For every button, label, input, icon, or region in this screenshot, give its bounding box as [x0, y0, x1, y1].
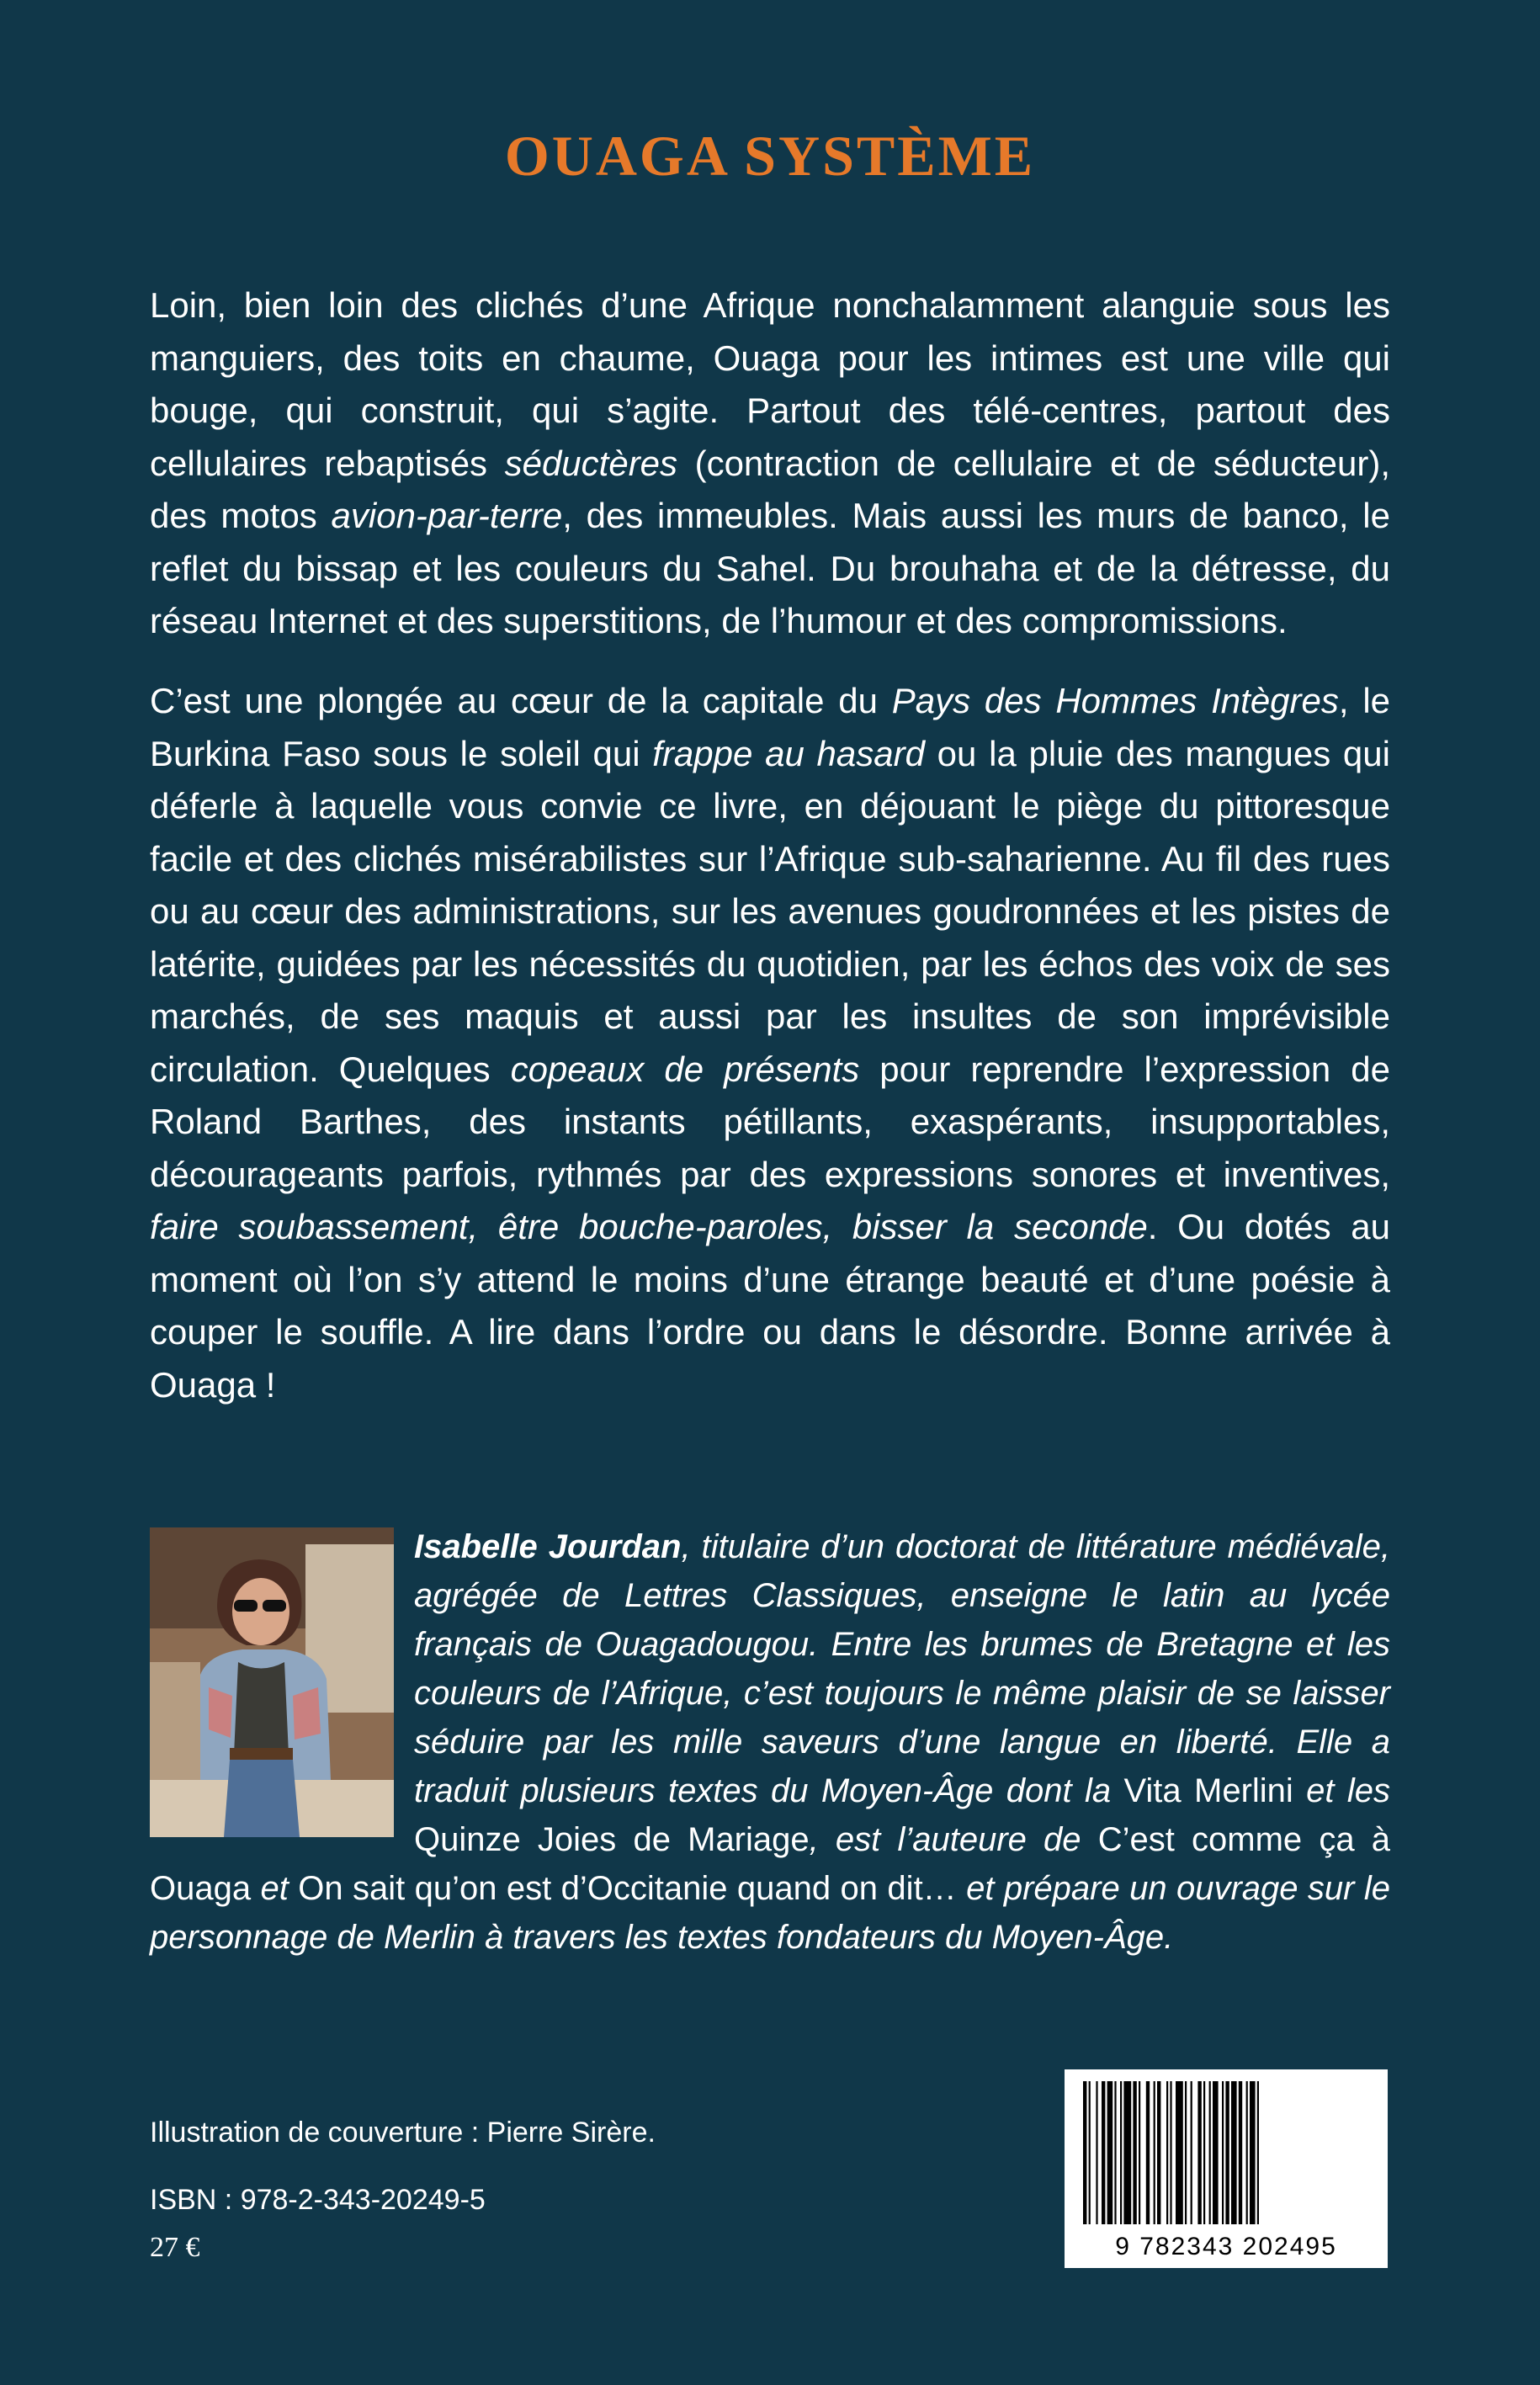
barcode-bar: [1246, 2081, 1248, 2224]
barcode-bar: [1203, 2081, 1205, 2224]
price: 27 €: [150, 2232, 200, 2263]
barcode-bar: [1166, 2081, 1168, 2224]
barcode-bar: [1185, 2081, 1187, 2224]
barcode-digits: 9 782343 202495: [1115, 2233, 1337, 2260]
book-title: OUAGA SYSTÈME: [504, 124, 1036, 188]
barcode-bar: [1197, 2081, 1201, 2224]
barcode-bar: [1120, 2081, 1122, 2224]
barcode-bar: [1114, 2081, 1116, 2224]
barcode-bar: [1154, 2081, 1155, 2224]
barcode-bar: [1239, 2081, 1242, 2224]
barcode-bar: [1213, 2081, 1219, 2224]
barcode-bar: [1225, 2081, 1229, 2224]
barcode-bar: [1170, 2081, 1171, 2224]
barcode-bar: [1083, 2081, 1086, 2224]
barcode-bar: [1146, 2081, 1150, 2224]
barcode-bars: [1065, 2069, 1388, 2229]
barcode-bar: [1139, 2081, 1140, 2224]
barcode-bar: [1231, 2081, 1237, 2224]
barcode-bar: [1133, 2081, 1136, 2224]
blurb-paragraph-1: Loin, bien loin des clichés d’une Afrique nonchalamment alanguie sous les manguiers, des toits en chaume, Ouaga pour les intimes est une ville qui bouge, qui construit, qui s’agite. Partout des télé-centres, partout des cellulaires rebaptisés séductères (contraction de cellulaire et de séducteur), des motos avion-par-terre, des immeubles. Mais aussi les murs de banco, le reflet du bissap et les couleurs du Sahel. Du brouhaha et de la détresse, du réseau Internet et des superstitions, de l’humour et des compromissions.: [150, 285, 1390, 640]
barcode-bar: [1123, 2081, 1131, 2224]
barcode-bar: [1209, 2081, 1211, 2224]
barcode-bar: [1102, 2081, 1105, 2224]
barcode-bar: [1191, 2081, 1192, 2224]
barcode-bar: [1096, 2081, 1097, 2224]
barcode-bar: [1250, 2081, 1256, 2224]
blurb-paragraph-2: C’est une plongée au cœur de la capitale du Pays des Hommes Intègres, le Burkina Faso sous le soleil qui frappe au hasard ou la pluie des mangues qui déferle à laquelle vous convie ce livre, en déjouant le piège du pittoresque facile et des clichés misérabilistes sur l’Afrique sub-saharienne. Au fil des rues ou au cœur des administrations, sur les avenues goudronnées et les pistes de latérite, guidées par les nécessités du quotidien, par les échos des voix de ses marchés, de ses maquis et aussi par les insultes de son imprévisible circulation. Quelques copeaux de présents pour reprendre l’expression de Roland Barthes, des instants pétillants, exaspérants, insupportables, décourageants parfois, rythmés par des expressions sonores et inventives, faire soubassement, être bouche-paroles, bisser la seconde. Ou dotés au moment où l’on s’y attend le moins d’une étrange beauté et d’une poésie à couper le souffle. A lire dans l’ordre ou dans le désordre. Bonne arrivée à Ouaga !: [150, 681, 1391, 1405]
isbn: ISBN : 978-2-343-20249-5: [150, 2184, 486, 2216]
cover-illustration-credit: Illustration de couverture : Pierre Sirère.: [150, 2117, 656, 2149]
author-bio: Isabelle Jourdan, titulaire d’un doctorat de littérature médiévale, agrégée de Lettres Classiques, enseigne le latin au lycée français de Ouagadougou. Entre les brumes de Bretagne et les couleurs de l’Afrique, c’est toujours le même plaisir de se laisser séduire par les mille saveurs d’une langue en liberté. Elle a traduit plusieurs textes du Moyen-Âge dont la Vita Merlini et les Quinze Joies de Mariage, est l’auteure de C’est comme ça à Ouaga et On sait qu’on est d’Occitanie quand on dit… et prépare un ouvrage sur le personnage de Merlin à travers les textes fondateurs du Moyen-Âge.: [150, 1528, 1391, 1956]
isbn-barcode: [1062, 2067, 1390, 2271]
barcode-bar: [1107, 2081, 1113, 2224]
barcode-bar: [1257, 2081, 1259, 2224]
barcode-bar: [1089, 2081, 1091, 2224]
barcode-bar: [1157, 2081, 1160, 2224]
barcode-bar: [1222, 2081, 1224, 2224]
author-name: Isabelle Jourdan: [414, 1528, 682, 1565]
barcode-bar: [1176, 2081, 1183, 2224]
